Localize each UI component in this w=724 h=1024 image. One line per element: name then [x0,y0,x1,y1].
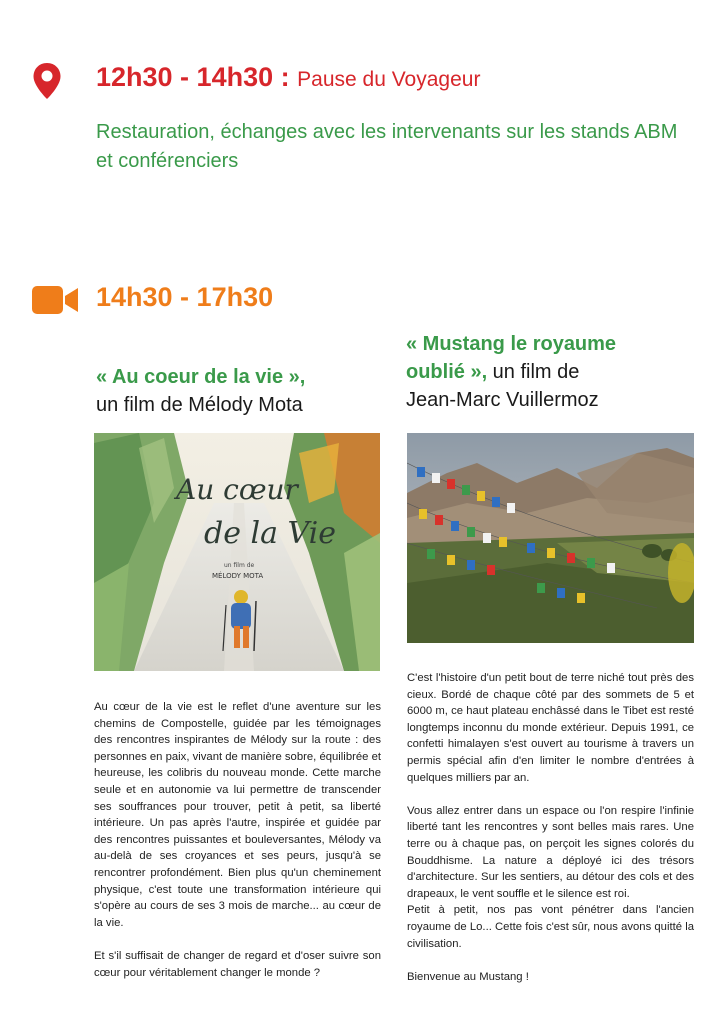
session-description: Restauration, échanges avec les intervenants sur les stands ABM et conférenciers [96,121,678,172]
landscape-photo [407,433,694,643]
location-pin-icon [32,62,62,100]
film-byline: un film de Mélody Mota [96,394,303,416]
paragraph: Et s'il suffisait de changer de regard et d'oser suivre son cœur pour véritablement changer le monde ? [94,949,381,979]
film2-description [407,670,694,1002]
video-camera-icon [32,285,80,315]
session-time: 12h30 - 14h30 [96,62,274,92]
session-subtitle: Pause du Voyageur [297,68,481,91]
paragraph: C'est l'histoire d'un petit bout de terre niché tout près des cieux. Bordé de chaque côté par des sommets de 5 et 6000 m, ce haut plateau enchâssé dans le Tibet est resté longtemps inconnu du monde extérieur. Depuis 1991, ce confetti himalayen s'est ouvert au tourisme à travers un permis spécial afin d'en limiter le nombre d'entrées à quelques milliers par an. [407,672,694,784]
paragraph: Bienvenue au Mustang ! [407,970,529,983]
paragraph: Vous allez entrer dans un espace ou l'on respire l'infinie liberté tant les rencontres y sont belles mais rares. Une terre ou à chaque pas, on perçoit les signes colorés du Bouddhisme. La nature a déployé ici des trésors d'architecture. Sur les sentiers, au détour des cols et des drapeaux, le vent souffle et le silence est roi. [407,804,694,900]
poster-title-line-1: Au cœur [176,473,298,506]
poster-credit-small: un film de [224,562,255,569]
film1-description [94,699,381,998]
film-byline-prefix: un film de [487,361,580,383]
film-title: « Mustang le royaume [406,333,617,355]
film-title-block [96,363,396,419]
time-separator: : [280,62,290,92]
poster-credit-name: MÉLODY MOTA [212,572,264,580]
paragraph: Au cœur de la vie est le reflet d'une aventure sur les chemins de Compostelle, guidée par les témoignages des rencontres inspirantes de Mélody sur la route : des personnes en paix, vivant de manière sobre, équilibrée et heureuse, les colibris du nouveau monde. Cette marche seule et en autonomie va lui permettre de transcender ses souffrances pour trouver, petit à petit, sa liberté intérieure. Un pas après l'autre, inspirée et guidée par des rencontres puissantes et bouleversantes, Mélody va au-delà de ses croyances et ses peurs, jusqu'à se rencontrer profondément. Bien plus qu'un cheminement physique, c'est toute une transformation intérieure qui s'opère au cours de ses 3 mois de marche... au cœur de la vie. [94,701,381,929]
poster-title-line-2: de la Vie [204,516,336,551]
session-time-heading [96,62,480,93]
session-time-heading: 14h30 - 17h30 [96,282,274,312]
film-byline: Jean-Marc Vuillermoz [406,389,599,411]
film-title-block [406,330,706,414]
film-title: « Au coeur de la vie », [96,366,306,388]
film-poster-image [94,433,380,671]
film-title-continued: oublié », [406,361,488,383]
paragraph: Petit à petit, nos pas vont pénétrer dans l'ancien royaume de Lo... Cette fois c'est sûr, nous avons quitté la civilisation. [407,904,694,950]
